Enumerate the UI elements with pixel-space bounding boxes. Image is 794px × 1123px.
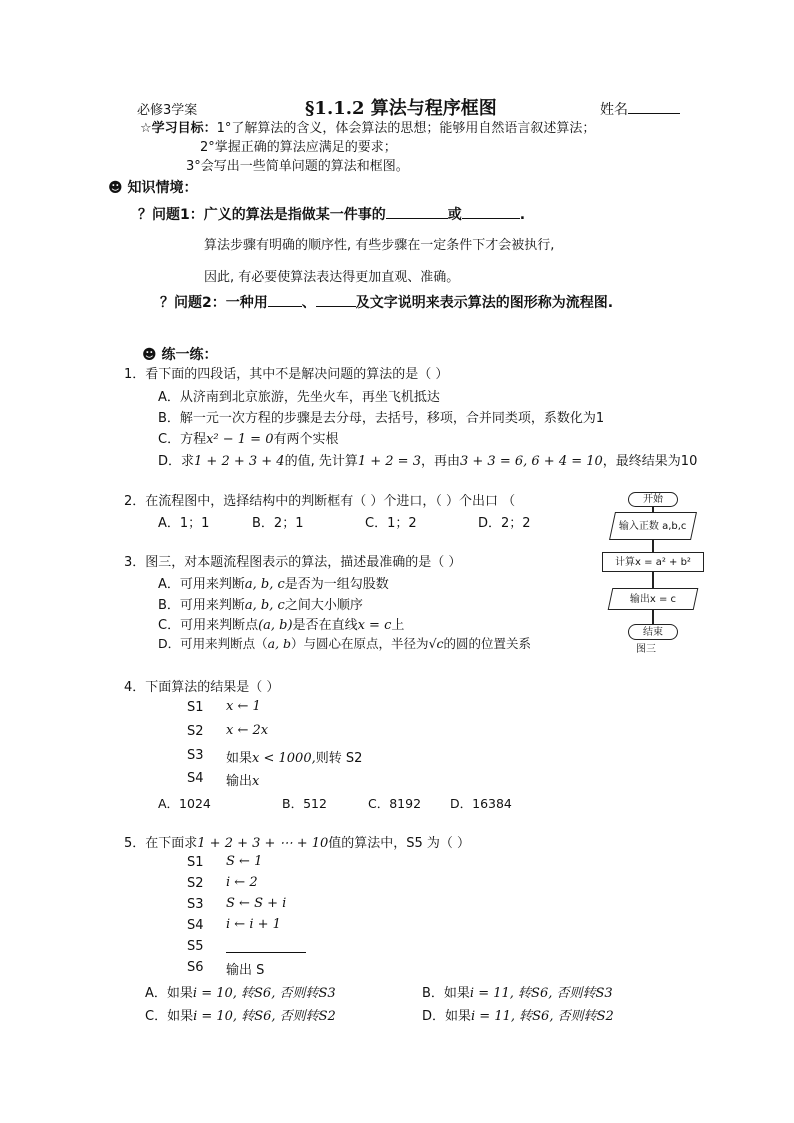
q5-c-pre: C．如果 [145,1009,194,1024]
q1-d-post: ，最终结果为10 [602,454,698,469]
q4-s3-pre: 如果 [226,751,253,766]
q5-option-b [422,982,613,1001]
q5-step-label: S4 [187,918,204,933]
flowchart-output-text: 输出x = c [629,593,677,605]
question-1-or: 或 [447,207,462,223]
question-1-text: 问题1：广义的算法是指做某一件事的 [152,207,386,223]
q3-a-math: a, b, c [244,577,285,592]
q1-c-pre: C．方程 [158,432,207,447]
blank-4 [316,294,356,307]
q1-stem: 1．看下面的四段话，其中不是解决问题的算法的是（ ） [124,367,449,382]
q4-option-c: C．8192 [368,796,422,811]
q3-stem: 3．图三，对本题流程图表示的算法，描述最准确的是（ ） [124,555,462,570]
q5-a-pre: A．如果 [145,986,193,1001]
blank-3 [268,294,302,307]
q5-step-text: 输出 S [226,963,265,978]
q5-b-math: i = 11, 转S6, 否则转S3 [469,986,613,1001]
q3-b-post: 之间大小顺序 [284,598,363,613]
q1-d-mid-2: ，再由 [420,454,460,469]
q5-step-label: S2 [187,876,204,891]
question-1-end: . [519,207,526,223]
q4-option-b: B．512 [282,796,327,811]
q5-c-math: i = 10, 转S6, 否则转S2 [193,1009,336,1024]
q4-s4-pre: 输出 [226,774,253,789]
flowchart-compute: 计算x = a² + b² [602,552,704,572]
q5-b-pre: B．如果 [422,986,470,1001]
question-mark-icon: ？ [160,295,174,311]
q5-stem [124,832,470,851]
q1-d-math-2: 1 + 2 = 3 [357,454,421,469]
blank-2 [462,206,520,219]
q3-c-math: (a, b) [258,618,293,633]
q1-option-a: A．从济南到北京旅游，先坐火车，再坐飞机抵达 [158,390,440,405]
question-2 [160,292,613,312]
q4-step-label: S4 [187,771,204,786]
q3-option-c [158,614,404,633]
name-blank [628,101,680,114]
q1-d-mid-1: 的值, 先计算 [284,454,358,469]
q5-stem-math: 1 + 2 + 3 + ⋯ + 10 [197,836,329,851]
q5-stem-pre: 5．在下面求 [124,836,198,851]
q5-step-text: i ← i + 1 [226,917,281,932]
q5-d-math: i = 11, 转S6, 否则转S2 [471,1009,614,1024]
goal-3: 3°会写出一些简单问题的算法和框图。 [186,159,409,174]
question-2-rest: 及文字说明来表示算法的图形称为流程图. [355,295,614,311]
q5-step-label: S5 [187,939,204,954]
q5-step-label: S3 [187,897,204,912]
q3-d-math-2: √c [428,636,444,651]
q5-stem-post: 值的算法中，S5 为（ ） [328,836,471,851]
paragraph-1: 算法步骤有明确的顺序性, 有些步骤在一定条件下才会被执行, [204,238,555,253]
q3-c-pre: C．可用来判断点 [158,618,259,633]
q3-d-post: 的圆的位置关系 [443,636,532,651]
q3-c-math-2: x = c [357,618,392,633]
question-2-sep: 、 [301,295,316,311]
q4-option-a: A．1024 [158,796,211,811]
q5-step-text: i ← 2 [226,875,258,890]
question-mark-icon: ？ [138,207,152,223]
q4-step-text [226,747,362,766]
q1-option-c [158,428,339,447]
q4-step-label: S3 [187,748,204,763]
q2-option-a: A．1；1 [158,516,210,531]
q1-c-post: 有两个实根 [273,432,339,447]
q4-step-text: x ← 2x [226,723,269,738]
goal-1 [140,117,595,136]
goal-2: 2°掌握正确的算法应满足的要求； [200,140,397,155]
flowchart-start: 开始 [628,492,678,507]
q1-c-math: x² − 1 = 0 [206,432,274,447]
q2-option-d: D．2；2 [478,516,531,531]
q5-step-label: S6 [187,960,204,975]
q1-option-d [158,450,697,469]
q5-d-pre: D．如果 [422,1009,472,1024]
goal-1-text: 1°了解算法的含义，体会算法的思想；能够用自然语言叙述算法； [216,121,596,136]
q4-s3-math: x < 1000, [252,751,316,766]
name-field [600,99,680,119]
q3-b-math: a, b, c [244,598,285,613]
q3-option-d [158,634,531,652]
page-title: §1.1.2 算法与程序框图 [305,98,497,119]
q4-step-text: x ← 1 [226,699,261,714]
q3-d-pre: D．可用来判断点（ [158,636,268,651]
flowchart-input [609,512,697,540]
q2-option-b: B．2；1 [252,516,304,531]
q4-stem: 4．下面算法的结果是（ ） [124,680,280,695]
q5-option-c [145,1005,336,1024]
q4-s3-post: 则转 S2 [315,751,363,766]
course-label: 必修3学案 [137,103,198,118]
q1-d-math-3: 3 + 3 = 6, 6 + 4 = 10 [460,454,603,469]
q5-option-a [145,982,336,1001]
q3-d-mid: ）与圆心在原点，半径为 [291,636,429,651]
q5-step-label: S1 [187,855,204,870]
q5-step-text: S ← S + i [226,896,287,911]
q3-b-pre: B．可用来判断 [158,598,245,613]
q3-c-post: 上 [391,618,405,633]
q3-a-post: 是否为一组勾股数 [284,577,389,592]
practice-heading: ☻ 练一练： [142,347,218,363]
knowledge-heading: ☻ 知识情境： [108,180,198,196]
flowchart-end: 结束 [628,624,678,640]
q3-c-mid: 是否在直线 [292,618,358,633]
q1-option-b: B．解一元一次方程的步骤是去分母，去括号，移项，合并同类项，系数化为1 [158,411,605,426]
name-label: 姓名 [600,102,628,118]
question-2-text: 问题2：一种用 [174,295,268,311]
q4-s4-math: x [252,774,260,789]
q5-step-text: S ← 1 [226,854,263,869]
q5-option-d [422,1005,614,1024]
q2-option-c: C．1；2 [365,516,417,531]
q3-a-pre: A．可用来判断 [158,577,245,592]
q1-d-pre: D．求 [158,454,195,469]
q1-d-math-1: 1 + 2 + 3 + 4 [194,454,285,469]
q4-option-d: D．16384 [450,796,512,811]
blank-1 [386,206,448,219]
q4-step-text [226,770,259,789]
q4-step-label: S2 [187,724,204,739]
question-1 [138,204,525,224]
q2-stem: 2．在流程图中，选择结构中的判断框有（ ）个进口，（ ）个出口 （ [124,494,516,509]
flowchart-output [608,588,699,610]
flowchart-input-text: 输入正数 a,b,c [619,520,687,532]
flowchart-caption: 图三 [636,644,656,655]
q3-option-b [158,594,363,613]
q3-d-math: a, b [267,636,292,651]
paragraph-2: 因此, 有必要使算法表达得更加直观、准确。 [204,270,460,285]
q5-a-math: i = 10, 转S6, 否则转S3 [192,986,336,1001]
goals-label: ☆学习目标： [140,121,217,136]
q3-option-a [158,573,389,592]
flowchart [598,488,708,658]
q4-step-label: S1 [187,700,204,715]
q5-s5-blank [226,940,306,953]
